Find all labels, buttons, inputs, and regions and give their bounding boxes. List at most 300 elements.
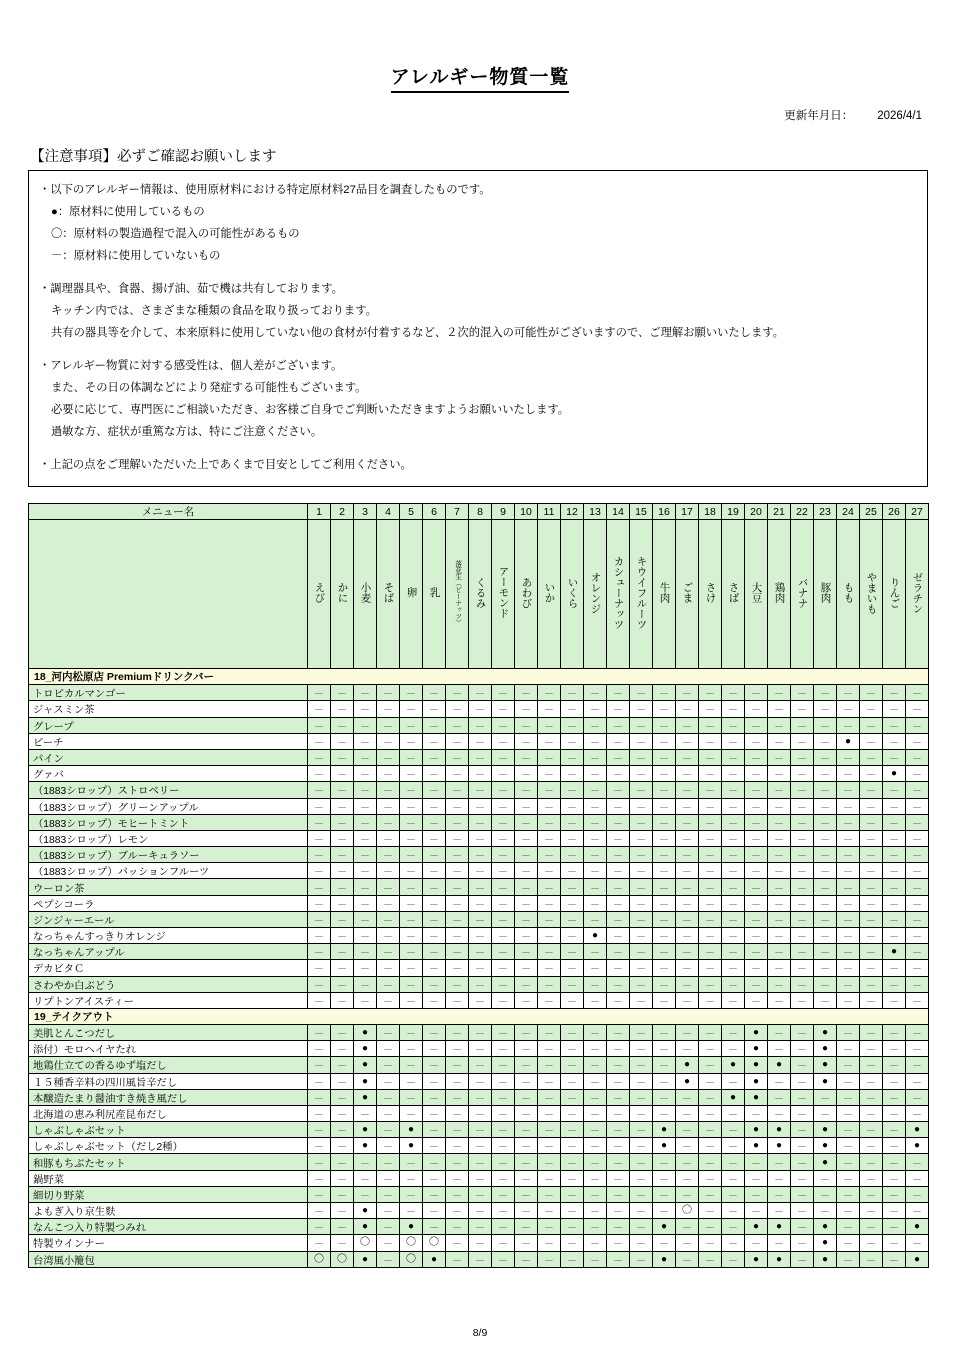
menu-item-name: 台湾風小籠包	[29, 1251, 308, 1267]
mark-none: －	[423, 814, 446, 830]
mark-none: －	[423, 749, 446, 765]
mark-none: －	[699, 1073, 722, 1089]
mark-none: －	[768, 814, 791, 830]
mark-none: －	[469, 717, 492, 733]
mark-none: －	[630, 1251, 653, 1267]
mark-none: －	[377, 976, 400, 992]
mark-none: －	[768, 879, 791, 895]
mark-none: －	[837, 749, 860, 765]
mark-none: －	[377, 1235, 400, 1251]
mark-none: －	[676, 798, 699, 814]
mark-none: －	[768, 1089, 791, 1105]
mark-none: －	[791, 1203, 814, 1219]
mark-none: －	[561, 960, 584, 976]
mark-none: －	[354, 782, 377, 798]
mark-none: －	[906, 701, 929, 717]
table-row	[29, 1203, 929, 1219]
mark-none: －	[469, 992, 492, 1008]
mark-none: －	[446, 1122, 469, 1138]
mark-none: －	[768, 701, 791, 717]
mark-none: －	[492, 895, 515, 911]
mark-none: －	[906, 749, 929, 765]
table-row	[29, 1170, 929, 1186]
mark-none: －	[354, 879, 377, 895]
mark-none: －	[676, 976, 699, 992]
mark-none: －	[400, 1203, 423, 1219]
mark-none: －	[814, 960, 837, 976]
mark-none: －	[676, 685, 699, 701]
mark-none: －	[906, 976, 929, 992]
mark-none: －	[676, 766, 699, 782]
mark-none: －	[791, 814, 814, 830]
table-row	[29, 1122, 929, 1138]
allergen-header-22: バナナ	[791, 520, 814, 669]
mark-none: －	[676, 944, 699, 960]
mark-none: －	[538, 685, 561, 701]
mark-none: －	[377, 717, 400, 733]
mark-none: －	[676, 717, 699, 733]
mark-none: －	[308, 1057, 331, 1073]
menu-item-name: 添付）モロヘイヤたれ	[29, 1041, 308, 1057]
mark-none: －	[446, 1170, 469, 1186]
mark-none: －	[377, 960, 400, 976]
mark-none: －	[446, 944, 469, 960]
mark-none: －	[630, 701, 653, 717]
mark-none: －	[768, 1154, 791, 1170]
mark-none: －	[469, 733, 492, 749]
mark-none: －	[423, 1154, 446, 1170]
mark-none: －	[446, 1024, 469, 1040]
mark-none: －	[515, 733, 538, 749]
column-number-4: 4	[377, 504, 400, 520]
menu-item-name: １５種香辛料の四川風旨辛だし	[29, 1073, 308, 1089]
mark-none: －	[745, 749, 768, 765]
mark-none: －	[883, 992, 906, 1008]
mark-none: －	[469, 749, 492, 765]
mark-none: －	[906, 830, 929, 846]
mark-none: －	[584, 766, 607, 782]
mark-none: －	[538, 879, 561, 895]
menu-item-name: （1883シロップ）ストロベリー	[29, 782, 308, 798]
mark-none: －	[722, 1235, 745, 1251]
menu-name-header: メニュー名	[29, 504, 308, 520]
mark-none: －	[883, 1251, 906, 1267]
mark-none: －	[423, 1219, 446, 1235]
mark-none: －	[423, 976, 446, 992]
mark-none: －	[722, 1138, 745, 1154]
table-row	[29, 733, 929, 749]
mark-none: －	[837, 1219, 860, 1235]
mark-none: －	[607, 879, 630, 895]
menu-item-name: 本醸造たまり醤油すき焼き風だし	[29, 1089, 308, 1105]
mark-none: －	[308, 814, 331, 830]
mark-none: －	[814, 701, 837, 717]
mark-none: －	[469, 863, 492, 879]
mark-none: －	[699, 814, 722, 830]
mark-none: －	[538, 798, 561, 814]
mark-none: －	[400, 798, 423, 814]
mark-none: －	[354, 895, 377, 911]
table-row	[29, 1154, 929, 1170]
mark-none: －	[377, 1073, 400, 1089]
mark-none: －	[492, 717, 515, 733]
mark-none: －	[584, 814, 607, 830]
mark-none: －	[308, 1024, 331, 1040]
mark-none: －	[653, 976, 676, 992]
mark-none: －	[561, 976, 584, 992]
mark-none: －	[308, 1235, 331, 1251]
mark-none: －	[584, 1186, 607, 1202]
mark-none: －	[538, 749, 561, 765]
mark-none: －	[630, 960, 653, 976]
mark-contains: ●	[768, 1057, 791, 1073]
mark-contains: ●	[837, 733, 860, 749]
mark-none: －	[860, 1219, 883, 1235]
mark-none: －	[469, 847, 492, 863]
column-number-23: 23	[814, 504, 837, 520]
mark-none: －	[630, 1138, 653, 1154]
mark-none: －	[584, 1203, 607, 1219]
mark-none: －	[308, 911, 331, 927]
mark-none: －	[722, 879, 745, 895]
menu-item-name: 細切り野菜	[29, 1186, 308, 1202]
mark-none: －	[400, 701, 423, 717]
mark-none: －	[883, 895, 906, 911]
mark-none: －	[745, 701, 768, 717]
mark-none: －	[745, 830, 768, 846]
mark-none: －	[676, 928, 699, 944]
mark-none: －	[906, 960, 929, 976]
column-number-16: 16	[653, 504, 676, 520]
mark-none: －	[607, 944, 630, 960]
mark-none: －	[331, 895, 354, 911]
mark-none: －	[561, 1057, 584, 1073]
mark-none: －	[607, 1154, 630, 1170]
mark-none: －	[906, 1105, 929, 1121]
mark-none: －	[630, 1041, 653, 1057]
mark-none: －	[653, 911, 676, 927]
mark-none: －	[791, 1138, 814, 1154]
mark-contains: ●	[653, 1219, 676, 1235]
menu-item-name: （1883シロップ）ブルーキュラソー	[29, 847, 308, 863]
mark-none: －	[515, 749, 538, 765]
mark-none: －	[837, 1138, 860, 1154]
mark-none: －	[308, 895, 331, 911]
mark-none: －	[308, 782, 331, 798]
mark-none: －	[492, 960, 515, 976]
column-number-7: 7	[446, 504, 469, 520]
mark-none: －	[561, 928, 584, 944]
mark-none: －	[538, 960, 561, 976]
mark-none: －	[331, 1186, 354, 1202]
mark-none: －	[469, 1235, 492, 1251]
mark-none: －	[561, 1154, 584, 1170]
mark-none: －	[699, 733, 722, 749]
mark-none: －	[676, 1235, 699, 1251]
mark-none: －	[837, 944, 860, 960]
mark-none: －	[423, 766, 446, 782]
mark-none: －	[653, 1154, 676, 1170]
mark-none: －	[745, 685, 768, 701]
mark-none: －	[676, 992, 699, 1008]
mark-none: －	[515, 928, 538, 944]
mark-contains: ●	[400, 1122, 423, 1138]
mark-none: －	[653, 717, 676, 733]
mark-none: －	[722, 928, 745, 944]
mark-none: －	[745, 960, 768, 976]
mark-none: －	[469, 1057, 492, 1073]
mark-none: －	[906, 1235, 929, 1251]
mark-none: －	[561, 733, 584, 749]
menu-item-name: 美肌とんこつだし	[29, 1024, 308, 1040]
mark-none: －	[446, 847, 469, 863]
mark-none: －	[722, 895, 745, 911]
mark-none: －	[400, 1073, 423, 1089]
menu-item-name: なっちゃんアップル	[29, 944, 308, 960]
mark-none: －	[607, 895, 630, 911]
mark-none: －	[584, 798, 607, 814]
mark-none: －	[538, 717, 561, 733]
mark-none: －	[837, 992, 860, 1008]
menu-item-name: ジンジャーエール	[29, 911, 308, 927]
mark-none: －	[860, 895, 883, 911]
mark-none: －	[607, 960, 630, 976]
mark-none: －	[423, 717, 446, 733]
mark-contains: ●	[745, 1073, 768, 1089]
mark-none: －	[699, 879, 722, 895]
mark-none: －	[446, 701, 469, 717]
mark-none: －	[515, 814, 538, 830]
mark-none: －	[607, 685, 630, 701]
column-number-27: 27	[906, 504, 929, 520]
mark-none: －	[745, 798, 768, 814]
mark-none: －	[492, 1138, 515, 1154]
mark-none: －	[653, 928, 676, 944]
mark-none: －	[377, 928, 400, 944]
column-number-3: 3	[354, 504, 377, 520]
mark-none: －	[607, 847, 630, 863]
mark-none: －	[676, 1170, 699, 1186]
mark-none: －	[607, 1170, 630, 1186]
mark-none: －	[630, 911, 653, 927]
mark-none: －	[837, 1089, 860, 1105]
mark-none: －	[469, 1024, 492, 1040]
mark-none: －	[791, 879, 814, 895]
mark-none: －	[354, 911, 377, 927]
mark-none: －	[860, 701, 883, 717]
mark-none: －	[860, 1170, 883, 1186]
mark-contains: ●	[354, 1251, 377, 1267]
mark-none: －	[722, 944, 745, 960]
mark-none: －	[906, 1073, 929, 1089]
mark-none: －	[538, 814, 561, 830]
mark-none: －	[837, 1186, 860, 1202]
column-number-15: 15	[630, 504, 653, 520]
table-row	[29, 976, 929, 992]
mark-none: －	[331, 782, 354, 798]
mark-none: －	[630, 1089, 653, 1105]
table-row	[29, 798, 929, 814]
mark-contains: ●	[400, 1219, 423, 1235]
table-row	[29, 1057, 929, 1073]
mark-none: －	[699, 1170, 722, 1186]
header-spacer	[29, 520, 308, 669]
mark-contains: ●	[768, 1122, 791, 1138]
mark-none: －	[492, 1041, 515, 1057]
mark-none: －	[561, 1122, 584, 1138]
mark-none: －	[492, 1251, 515, 1267]
table-row	[29, 1219, 929, 1235]
mark-none: －	[469, 685, 492, 701]
menu-item-name: トロピカルマンゴー	[29, 685, 308, 701]
mark-none: －	[883, 928, 906, 944]
mark-none: －	[308, 928, 331, 944]
mark-none: －	[837, 911, 860, 927]
mark-none: －	[446, 798, 469, 814]
mark-none: －	[561, 1105, 584, 1121]
mark-none: －	[630, 847, 653, 863]
mark-none: －	[446, 895, 469, 911]
mark-none: －	[423, 879, 446, 895]
mark-none: －	[653, 1089, 676, 1105]
mark-none: －	[745, 847, 768, 863]
mark-none: －	[653, 895, 676, 911]
mark-none: －	[561, 701, 584, 717]
mark-none: －	[538, 782, 561, 798]
mark-none: －	[745, 782, 768, 798]
mark-none: －	[377, 749, 400, 765]
notice-heading: 【注意事項】必ずご確認お願いします	[30, 149, 277, 165]
mark-none: －	[377, 685, 400, 701]
mark-none: －	[676, 701, 699, 717]
mark-contains: ●	[768, 1251, 791, 1267]
mark-none: －	[653, 1105, 676, 1121]
mark-none: －	[308, 1203, 331, 1219]
mark-none: －	[607, 717, 630, 733]
mark-none: －	[584, 863, 607, 879]
mark-none: －	[745, 733, 768, 749]
mark-none: －	[883, 879, 906, 895]
mark-none: －	[423, 1073, 446, 1089]
mark-none: －	[745, 1186, 768, 1202]
mark-none: －	[768, 911, 791, 927]
mark-none: －	[538, 1024, 561, 1040]
mark-none: －	[699, 960, 722, 976]
mark-none: －	[400, 1186, 423, 1202]
mark-contains: ●	[814, 1251, 837, 1267]
mark-none: －	[584, 701, 607, 717]
mark-none: －	[423, 847, 446, 863]
mark-none: －	[768, 1073, 791, 1089]
mark-none: －	[354, 701, 377, 717]
mark-none: －	[377, 863, 400, 879]
mark-none: －	[860, 911, 883, 927]
mark-none: －	[699, 1024, 722, 1040]
mark-none: －	[630, 1105, 653, 1121]
mark-none: －	[515, 944, 538, 960]
mark-none: －	[630, 928, 653, 944]
mark-none: －	[860, 717, 883, 733]
mark-none: －	[630, 944, 653, 960]
mark-none: －	[791, 798, 814, 814]
mark-none: －	[722, 782, 745, 798]
mark-none: －	[791, 928, 814, 944]
allergen-header-11: いか	[538, 520, 561, 669]
mark-none: －	[423, 1057, 446, 1073]
mark-contains: ●	[814, 1154, 837, 1170]
mark-none: －	[722, 1251, 745, 1267]
menu-item-name: デカビタＣ	[29, 960, 308, 976]
menu-item-name: ウーロン茶	[29, 879, 308, 895]
mark-none: －	[653, 1186, 676, 1202]
mark-none: －	[883, 749, 906, 765]
table-row	[29, 766, 929, 782]
allergen-header-24: もも	[837, 520, 860, 669]
mark-none: －	[607, 766, 630, 782]
mark-none: －	[492, 685, 515, 701]
mark-none: －	[837, 830, 860, 846]
mark-none: －	[354, 685, 377, 701]
mark-none: －	[377, 782, 400, 798]
mark-none: －	[883, 717, 906, 733]
mark-none: －	[607, 928, 630, 944]
mark-none: －	[492, 879, 515, 895]
mark-none: －	[492, 1186, 515, 1202]
table-row	[29, 814, 929, 830]
mark-none: －	[469, 766, 492, 782]
allergen-header-19: さば	[722, 520, 745, 669]
mark-none: －	[561, 749, 584, 765]
mark-none: －	[469, 1089, 492, 1105]
mark-none: －	[607, 976, 630, 992]
mark-none: －	[331, 1235, 354, 1251]
mark-none: －	[423, 928, 446, 944]
mark-none: －	[791, 960, 814, 976]
mark-trace: 〇	[400, 1235, 423, 1251]
mark-none: －	[906, 717, 929, 733]
mark-contains: ●	[745, 1041, 768, 1057]
mark-none: －	[607, 830, 630, 846]
mark-none: －	[745, 944, 768, 960]
allergen-header-25: やまいも	[860, 520, 883, 669]
mark-none: －	[377, 1105, 400, 1121]
menu-item-name: なっちゃんすっきりオレンジ	[29, 928, 308, 944]
mark-none: －	[584, 847, 607, 863]
mark-none: －	[492, 1235, 515, 1251]
mark-none: －	[837, 895, 860, 911]
mark-none: －	[538, 911, 561, 927]
mark-none: －	[331, 1219, 354, 1235]
mark-none: －	[584, 1251, 607, 1267]
mark-none: －	[653, 960, 676, 976]
mark-none: －	[515, 1219, 538, 1235]
mark-none: －	[607, 911, 630, 927]
mark-none: －	[699, 992, 722, 1008]
mark-none: －	[515, 1138, 538, 1154]
mark-none: －	[607, 1105, 630, 1121]
mark-contains: ●	[354, 1024, 377, 1040]
mark-contains: ●	[423, 1251, 446, 1267]
mark-none: －	[768, 928, 791, 944]
mark-contains: ●	[814, 1219, 837, 1235]
mark-none: －	[837, 960, 860, 976]
mark-none: －	[883, 1154, 906, 1170]
mark-none: －	[446, 960, 469, 976]
mark-none: －	[768, 717, 791, 733]
mark-none: －	[469, 701, 492, 717]
mark-none: －	[883, 847, 906, 863]
mark-none: －	[768, 1105, 791, 1121]
